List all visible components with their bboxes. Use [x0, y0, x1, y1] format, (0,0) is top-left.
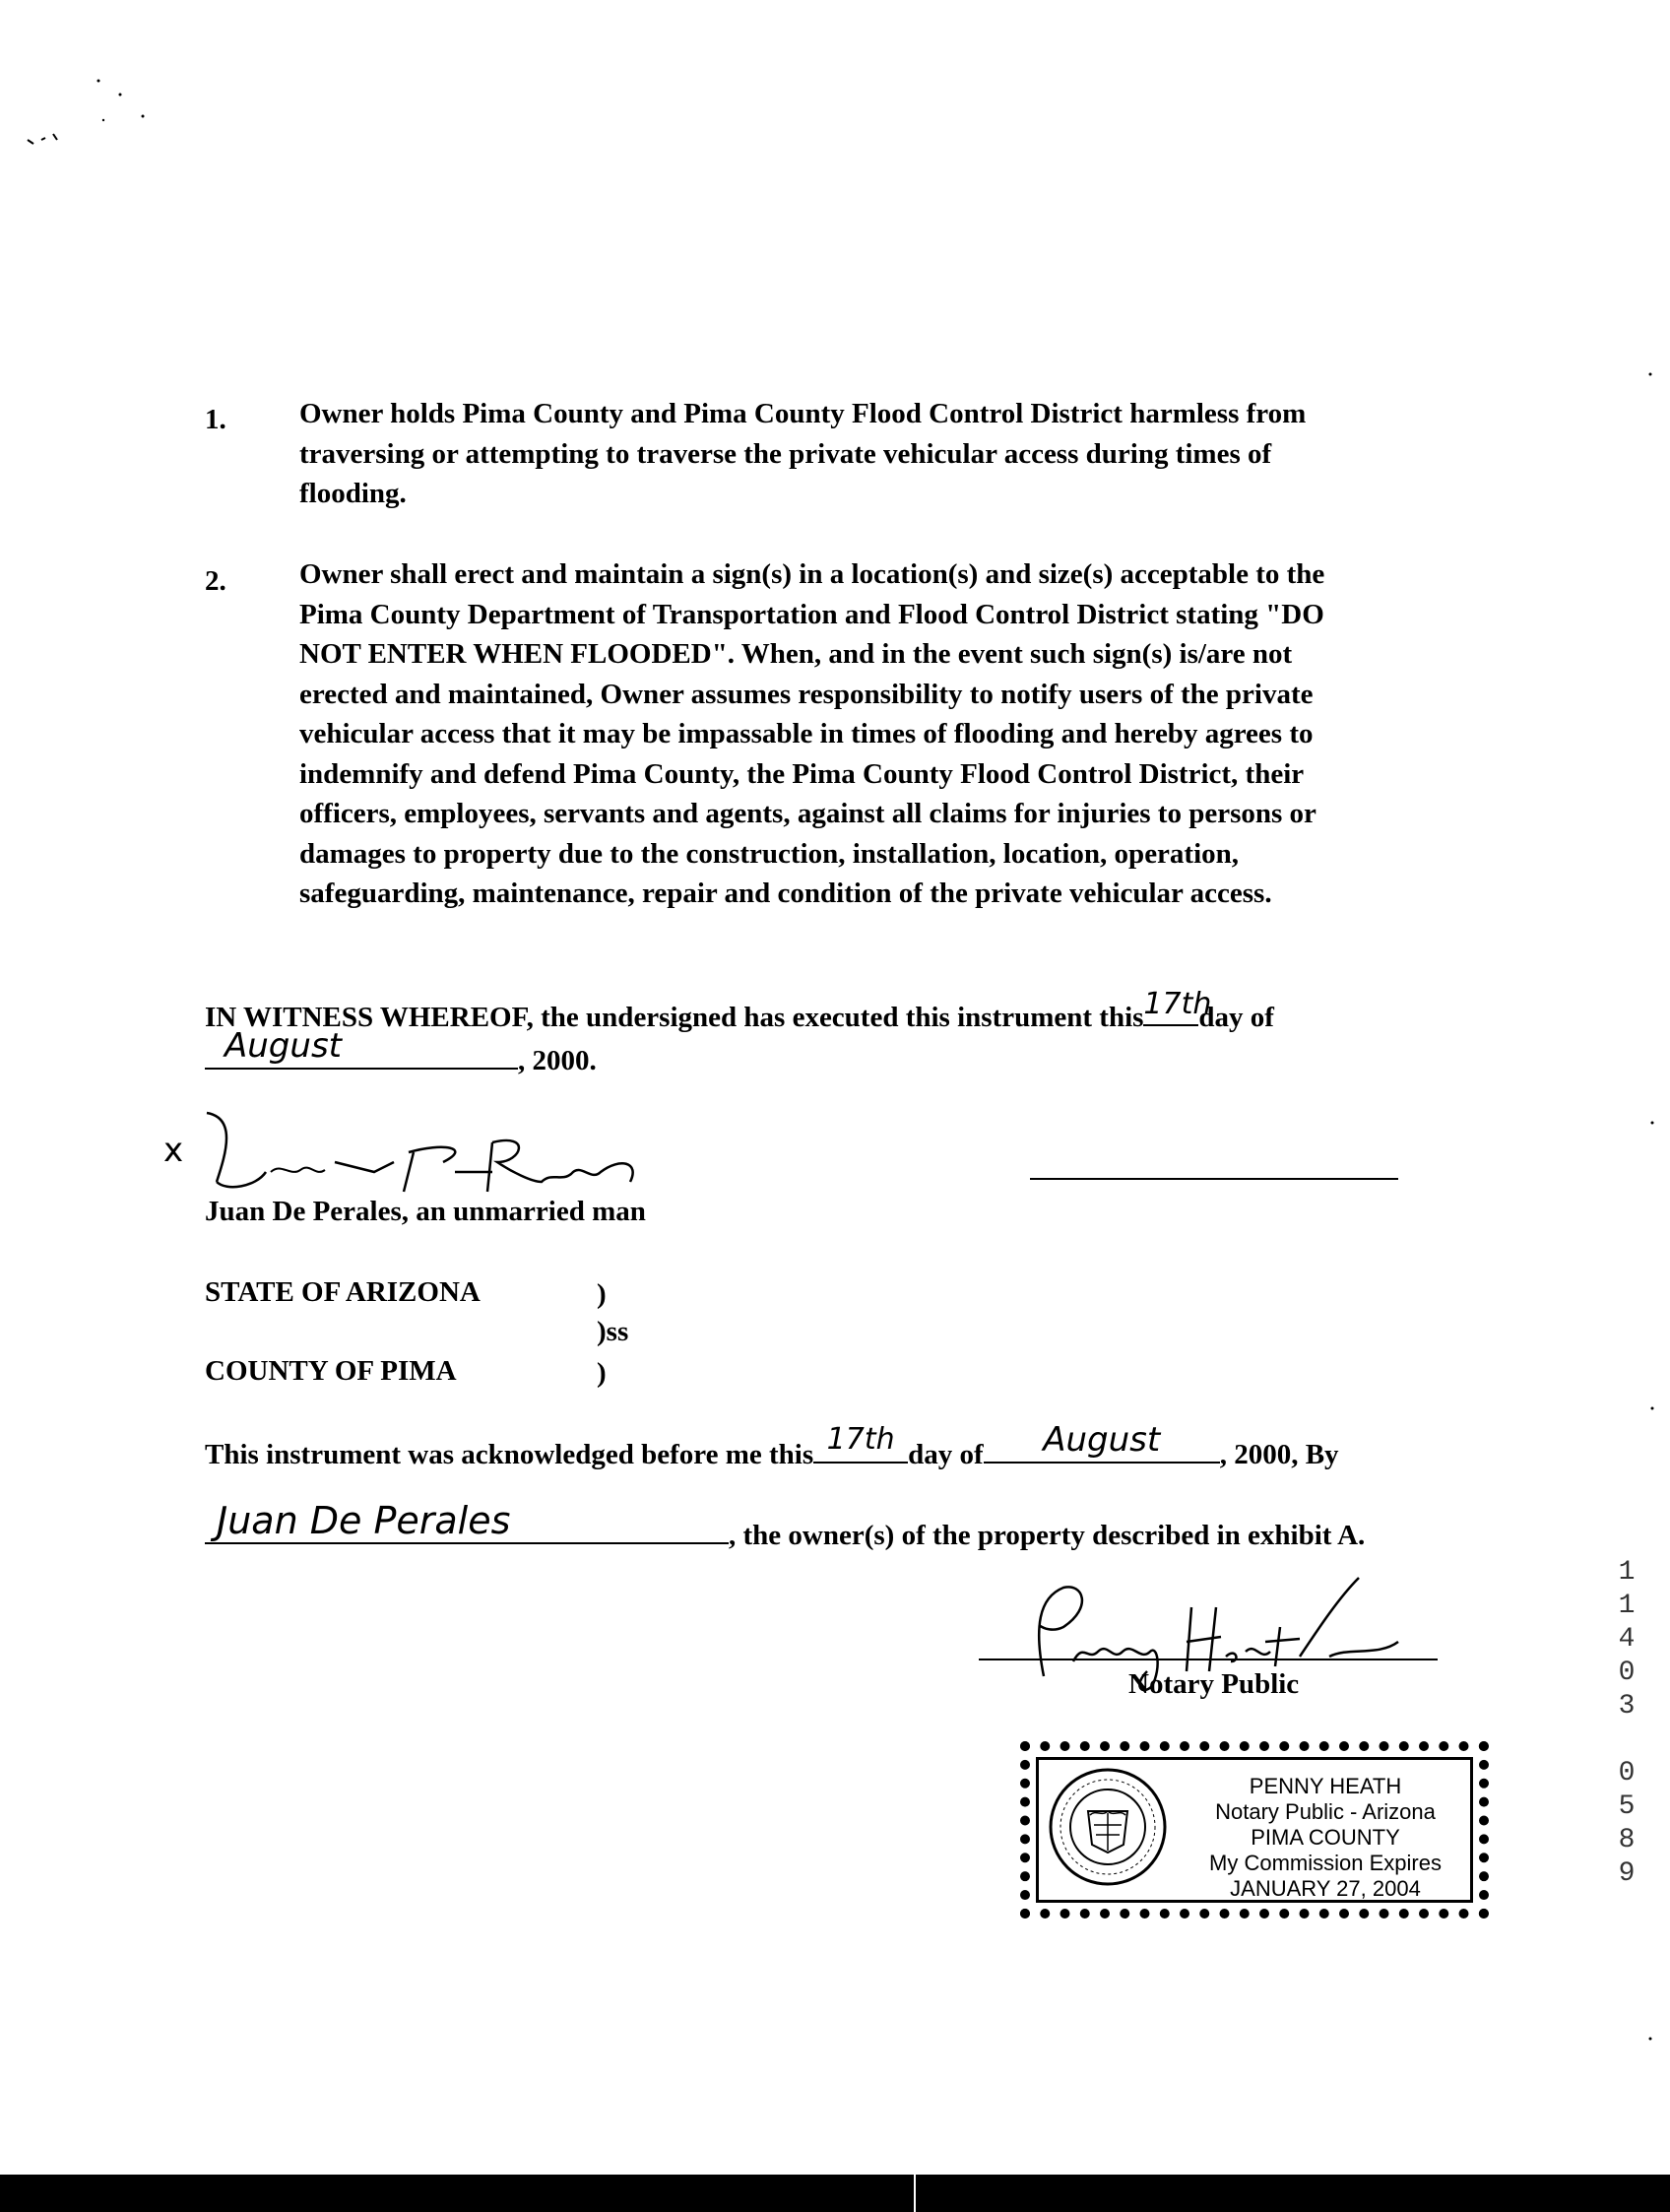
side-number-digit: 9 [1618, 1858, 1636, 1889]
item-2-number: 2. [205, 565, 226, 597]
ack-day-blank [813, 1421, 908, 1464]
stamp-commission-label: My Commission Expires [1209, 1851, 1442, 1875]
stamp-county: PIMA COUNTY [1251, 1825, 1400, 1850]
venue-state: STATE OF ARIZONA [205, 1276, 481, 1308]
ack-owner-text: , the owner(s) of the property described in exhibit A. [729, 1520, 1366, 1551]
text-line: flooding. [299, 478, 407, 509]
side-number-digit: 5 [1618, 1791, 1636, 1822]
signer-printed-name: Juan De Perales, an unmarried man [205, 1196, 646, 1227]
ack-text-after: , 2000, By [1219, 1439, 1339, 1470]
text-line: erected and maintained, Owner assumes responsibility to notify users of the private [299, 678, 1314, 710]
notary-label: Notary Public [1128, 1668, 1300, 1700]
side-number-digit: 0 [1618, 1758, 1636, 1789]
side-number-digit: 3 [1618, 1691, 1636, 1722]
arizona-seal-icon [1047, 1766, 1169, 1888]
side-number-digit: 1 [1618, 1557, 1636, 1588]
signer-mark: x [163, 1131, 184, 1170]
witness-day-handwritten: 17th [1143, 986, 1212, 1021]
witness-text-after: day of [1198, 1002, 1274, 1033]
ack-text-before: This instrument was acknowledged before me this [205, 1439, 814, 1470]
ack-name-handwritten: Juan De Perales [217, 1498, 511, 1542]
text-line: safeguarding, maintenance, repair and condition of the private vehicular access. [299, 878, 1272, 909]
witness-day-blank [1143, 986, 1212, 1026]
stamp-expiration-date: JANUARY 27, 2004 [1230, 1876, 1421, 1901]
notary-stamp [1020, 1741, 1489, 1919]
side-number-digit: 8 [1618, 1825, 1636, 1855]
scan-specks-right [1644, 364, 1664, 2068]
side-number-digit: 1 [1618, 1591, 1636, 1621]
notary-signature-line [979, 1659, 1438, 1660]
stamp-title: Notary Public - Arizona [1215, 1799, 1436, 1824]
witness-line-2 [205, 1025, 597, 1081]
scan-specks [20, 69, 158, 158]
side-number-digit: 0 [1618, 1658, 1636, 1688]
item-1-text [299, 394, 1461, 514]
stamp-name: PENNY HEATH [1249, 1774, 1402, 1798]
ack-day-handwritten: 17th [826, 1421, 895, 1457]
witness-month-handwritten: August [225, 1025, 342, 1066]
text-line: Owner holds Pima County and Pima County Flood Control District harmless from [299, 398, 1307, 429]
text-line: officers, employees, servants and agents, against all claims for injuries to persons or [299, 798, 1317, 829]
side-number-digit: 4 [1618, 1624, 1636, 1655]
text-line: indemnify and defend Pima County, the Pima County Flood Control District, their [299, 757, 1305, 790]
witness-text-before: IN WITNESS WHEREOF, the undersigned has executed this instrument this [205, 1002, 1144, 1033]
scan-bottom-gap [914, 2175, 916, 2212]
item-1-number: 1. [205, 404, 226, 435]
text-line: Owner shall erect and maintain a sign(s) in a location(s) and size(s) acceptable to the [299, 558, 1325, 590]
ack-line-2 [205, 1498, 1366, 1556]
ack-name-blank [205, 1498, 729, 1544]
ack-month-handwritten: August [1043, 1419, 1161, 1460]
ack-day-of: day of [908, 1439, 984, 1470]
venue-ss: )ss [597, 1316, 629, 1347]
second-signature-line [1030, 1178, 1398, 1180]
text-line: vehicular access that it may be impassable in times of flooding and hereby agrees to [299, 718, 1314, 749]
venue-county: COUNTY OF PIMA [205, 1355, 457, 1387]
notary-stamp-border [1036, 1757, 1473, 1903]
scan-bottom-edge [0, 2175, 1670, 2212]
venue-paren-2: ) [597, 1357, 607, 1389]
text-line: damages to property due to the construction, installation, location, operation, [299, 837, 1240, 870]
notary-stamp-text [1187, 1774, 1464, 1902]
venue-paren-1: ) [597, 1278, 607, 1310]
witness-year: , 2000. [518, 1045, 597, 1076]
witness-month-blank [205, 1025, 518, 1070]
text-line: NOT ENTER WHEN FLOODED". When, and in the event such sign(s) is/are not [299, 638, 1293, 670]
ack-month-blank [984, 1419, 1220, 1464]
item-2-text [299, 554, 1461, 914]
ack-line-1 [205, 1419, 1339, 1475]
text-line: Pima County Department of Transportation and Flood Control District stating "DO [299, 598, 1324, 630]
signer-signature-image [197, 1103, 660, 1202]
text-line: traversing or attempting to traverse the private vehicular access during times of [299, 437, 1272, 470]
